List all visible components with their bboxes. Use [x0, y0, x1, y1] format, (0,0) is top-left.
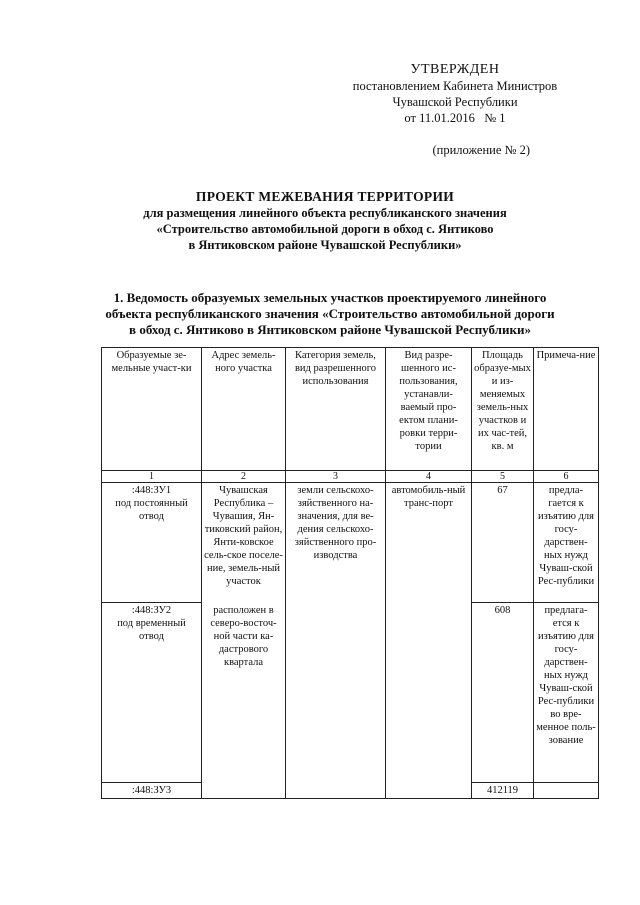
section-heading: [100, 290, 560, 338]
header-use: Вид разре-шенного ис-пользования, устанавли-ваемый про-ектом плани-ровки терри-тории: [386, 348, 472, 471]
header-note: Примеча-ние: [534, 348, 599, 471]
table-column-numbers: [102, 471, 599, 483]
approval-line-2: Чувашской Республики: [392, 95, 518, 109]
column-number: 2: [202, 471, 286, 483]
section-line-1: 1. Ведомость образуемых земельных участков проектируемого линейного: [113, 290, 547, 305]
appendix-label: (приложение № 2): [432, 143, 530, 157]
note-cell: предлага-ется к изъятию для госу-дарствен-ных нужд Чуваш-ской Рес-публики во вре-менное поль-зование: [534, 603, 599, 783]
table-row: [102, 783, 599, 799]
column-number: 4: [386, 471, 472, 483]
parcel-cell: [102, 483, 202, 603]
parcel-cell: [102, 603, 202, 783]
title-line-2: для размещения линейного объекта республиканского значения: [143, 206, 507, 220]
table-header-row: [102, 348, 599, 471]
category-cell-empty: [286, 783, 386, 799]
table-row: [102, 483, 599, 603]
approval-heading: УТВЕРЖДЕН: [410, 62, 500, 77]
area-cell: 412119: [472, 783, 534, 799]
document-title: [90, 189, 560, 253]
note-cell: предла-гается к изъятию для госу-дарствен-ных нужд Чуваш-ской Рес-публики: [534, 483, 599, 603]
use-cell: автомобиль-ный транс-порт: [386, 483, 472, 603]
header-parcels: Образуемые зе-мельные участ-ки: [102, 348, 202, 471]
parcel-type: под временный отвод: [117, 618, 186, 642]
use-cell-empty: [386, 603, 472, 783]
section-line-2: объекта республиканского значения «Строительство автомобильной дороги: [105, 306, 555, 321]
parcel-cell: [102, 783, 202, 799]
category-cell-empty: [286, 603, 386, 783]
section-line-3: в обход с. Янтиково в Янтиковском районе Чувашской Республики»: [129, 322, 531, 337]
parcel-type: под постоянный отвод: [115, 498, 188, 522]
approval-block: [330, 62, 580, 126]
parcel-number: :448:ЗУ3: [131, 785, 172, 796]
header-category: Категория земель, вид разрешенного использования: [286, 348, 386, 471]
column-number: 3: [286, 471, 386, 483]
column-number: 1: [102, 471, 202, 483]
note-cell: [534, 783, 599, 799]
parcels-table: [101, 347, 599, 799]
area-cell: 608: [472, 603, 534, 783]
address-cell: расположен в северо-восточ-ной части ка-дастрового квартала: [202, 603, 286, 783]
approval-date: от 11.01.2016 № 1: [404, 111, 506, 125]
title-line-4: в Янтиковском районе Чувашской Республики»: [188, 238, 462, 252]
title-line-3: «Строительство автомобильной дороги в обход с. Янтиково: [156, 222, 494, 236]
area-cell: 67: [472, 483, 534, 603]
header-address: Адрес земель-ного участка: [202, 348, 286, 471]
category-cell: земли сельскохо-зяйственного на-значения, для ве-дения сельскохо-зяйственного про-изводства: [286, 483, 386, 603]
use-cell-empty: [386, 783, 472, 799]
table-row: [102, 603, 599, 783]
title-line-1: ПРОЕКТ МЕЖЕВАНИЯ ТЕРРИТОРИИ: [195, 189, 455, 204]
approval-line-1: постановлением Кабинета Министров: [352, 79, 558, 93]
parcel-number: :448:ЗУ2: [131, 605, 172, 616]
column-number: 6: [534, 471, 599, 483]
column-number: 5: [472, 471, 534, 483]
address-cell: Чувашская Республика – Чувашия, Ян-тиковский район, Янти-ковское сель-ское поселе-ние, земель-ный участок: [202, 483, 286, 603]
address-cell-empty: [202, 783, 286, 799]
parcel-number: :448:ЗУ1: [131, 485, 172, 496]
header-area: Площадь образуе-мых и из-меняемых земель-ных участков и их час-тей, кв. м: [472, 348, 534, 471]
